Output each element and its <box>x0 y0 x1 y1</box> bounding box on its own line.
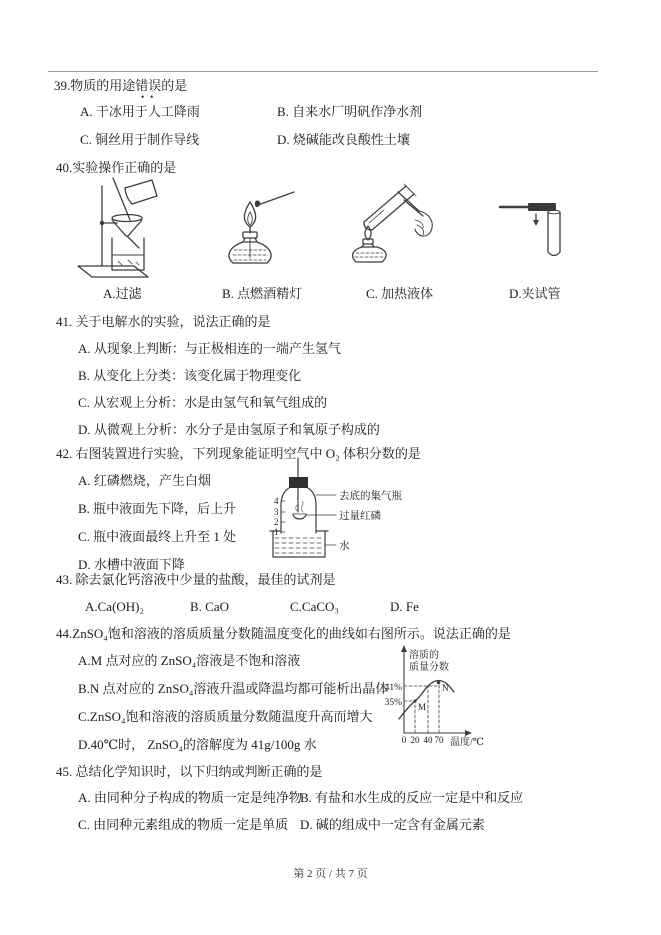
point-M-dot <box>413 699 416 702</box>
q44-option-c: C.ZnSO₄饱和溶液的溶质质量分数随温度升高而增大 <box>78 709 373 724</box>
q41-number: 41. <box>56 314 73 329</box>
q40-caption-a: A.过滤 <box>103 286 142 301</box>
q41-option-b: B. 从变化上分类：该变化属于物理变化 <box>78 368 302 383</box>
point-N-label: N <box>442 683 449 693</box>
q43-stem-text: 除去氯化钙溶液中少量的盐酸，最佳的试剂是 <box>72 572 336 587</box>
q43-stem <box>56 572 336 587</box>
chart-xlabel: 温度/℃ <box>450 737 484 748</box>
q42-option-c: C. 瓶中液面最终上升至 1 处 <box>78 529 237 544</box>
q44-option-b: B.N 点对应的 ZnSO₄溶液升温或降温均都可能析出晶体 <box>78 681 389 696</box>
chart-ylabel-line2: 质量分数 <box>409 662 449 673</box>
q44-stem-text: ZnSO₄饱和溶液的溶质质量分数随温度变化的曲线如右图所示。说法正确的是 <box>72 626 511 641</box>
heating-liquid-icon <box>346 182 441 270</box>
q43-option-b: B. CaO <box>190 599 229 614</box>
q40-number: 40. <box>56 160 73 175</box>
q42-option-a: A. 红磷燃烧，产生白烟 <box>78 473 211 488</box>
q42-option-b: B. 瓶中液面先下降，后上升 <box>78 501 237 516</box>
q42-option-d: D. 水槽中液面下降 <box>78 557 185 572</box>
q41-option-c: C. 从宏观上分析：水是由氢气和氧气组成的 <box>78 395 328 410</box>
q40-stem-text: 实验操作正确的是 <box>72 160 177 175</box>
q45-number: 45. <box>56 764 73 779</box>
q42-stem-text: 右图装置进行实验，下列现象能证明空气中 O₂ 体积分数的是 <box>72 446 421 461</box>
solubility-curve-chart <box>368 643 494 751</box>
chart-xtick-70: 70 <box>434 735 444 745</box>
alcohol-lamp-ignition-icon <box>220 186 305 282</box>
q44-option-a: A.M 点对应的 ZnSO₄溶液是不饱和溶液 <box>78 653 301 668</box>
q44-option-d: D.40℃时， ZnSO₄的溶解度为 41g/100g 水 <box>78 737 317 752</box>
q45-option-a: A. 由同种分子构成的物质一定是纯净物 <box>78 790 302 805</box>
bottle-label: 去底的集气瓶 <box>339 491 402 502</box>
q44-stem <box>56 626 511 641</box>
q39-option-c: C. 铜丝用于制作导线 <box>80 132 200 147</box>
scale-mark-4: 4 <box>274 496 279 506</box>
q39-number: 39. <box>54 78 71 93</box>
q41-stem <box>56 314 271 329</box>
q39-option-d: D. 烧碱能改良酸性土壤 <box>277 132 410 147</box>
q40-caption-b: B. 点燃酒精灯 <box>222 286 303 301</box>
q39-option-a: A. 干冰用于人工降雨 <box>80 104 200 119</box>
chart-ymark-35: 35% <box>384 698 402 708</box>
q42-number: 42. <box>56 446 73 461</box>
q43-option-d: D. Fe <box>390 599 419 614</box>
q43-number: 43. <box>56 572 73 587</box>
q45-stem <box>56 764 323 779</box>
q40-caption-c: C. 加热液体 <box>366 286 434 301</box>
chart-ylabel-line1: 溶质的 <box>409 650 439 661</box>
chart-xtick-40: 40 <box>423 735 433 745</box>
q40-stem <box>56 160 176 175</box>
q43-option-a: A.Ca(OH)₂ <box>85 599 145 614</box>
q41-option-d: D. 从微观上分析：水分子是由氢原子和氧原子构成的 <box>78 422 380 437</box>
chart-ymark-41: 41% <box>384 683 402 693</box>
point-N-dot <box>437 681 441 685</box>
chart-xtick-20: 20 <box>410 735 420 745</box>
q45-option-c: C. 由同种元素组成的物质一定是单质 <box>78 817 289 832</box>
q44-number: 44. <box>56 626 73 641</box>
test-tube-holder-icon <box>498 196 566 264</box>
scale-mark-2: 2 <box>274 517 279 527</box>
filtration-apparatus-icon <box>72 176 167 280</box>
scale-mark-1: 1 <box>274 527 279 537</box>
q39-stem <box>54 78 187 93</box>
point-M-label: M <box>418 702 427 712</box>
q45-stem-text: 总结化学知识时，以下归纳或判断正确的是 <box>72 764 323 779</box>
q45-option-d: D. 碱的组成中一定含有金属元素 <box>300 817 485 832</box>
q40-caption-d: D.夹试管 <box>509 286 561 301</box>
q41-option-a: A. 从现象上判断：与正极相连的一端产生氢气 <box>78 341 341 356</box>
scale-mark-3: 3 <box>274 507 279 517</box>
q41-stem-text: 关于电解水的实验，说法正确的是 <box>72 314 271 329</box>
page-footer: 第 2 页 / 共 7 页 <box>293 868 368 880</box>
gas-bottle-experiment-diagram <box>268 455 450 565</box>
top-rule <box>48 71 598 72</box>
q45-option-b: B. 有盐和水生成的反应一定是中和反应 <box>300 790 524 805</box>
q39-option-b: B. 自来水厂明矾作净水剂 <box>277 104 423 119</box>
q39-emphasis-dots: •• <box>141 92 160 102</box>
q39-stem-text: 物质的用途错误的是 <box>70 78 188 93</box>
phosphorus-label: 过量红磷 <box>339 511 381 522</box>
water-label: 水 <box>339 541 350 552</box>
q43-option-c: C.CaCO₃ <box>290 599 339 614</box>
chart-xtick-0: 0 <box>401 735 407 745</box>
